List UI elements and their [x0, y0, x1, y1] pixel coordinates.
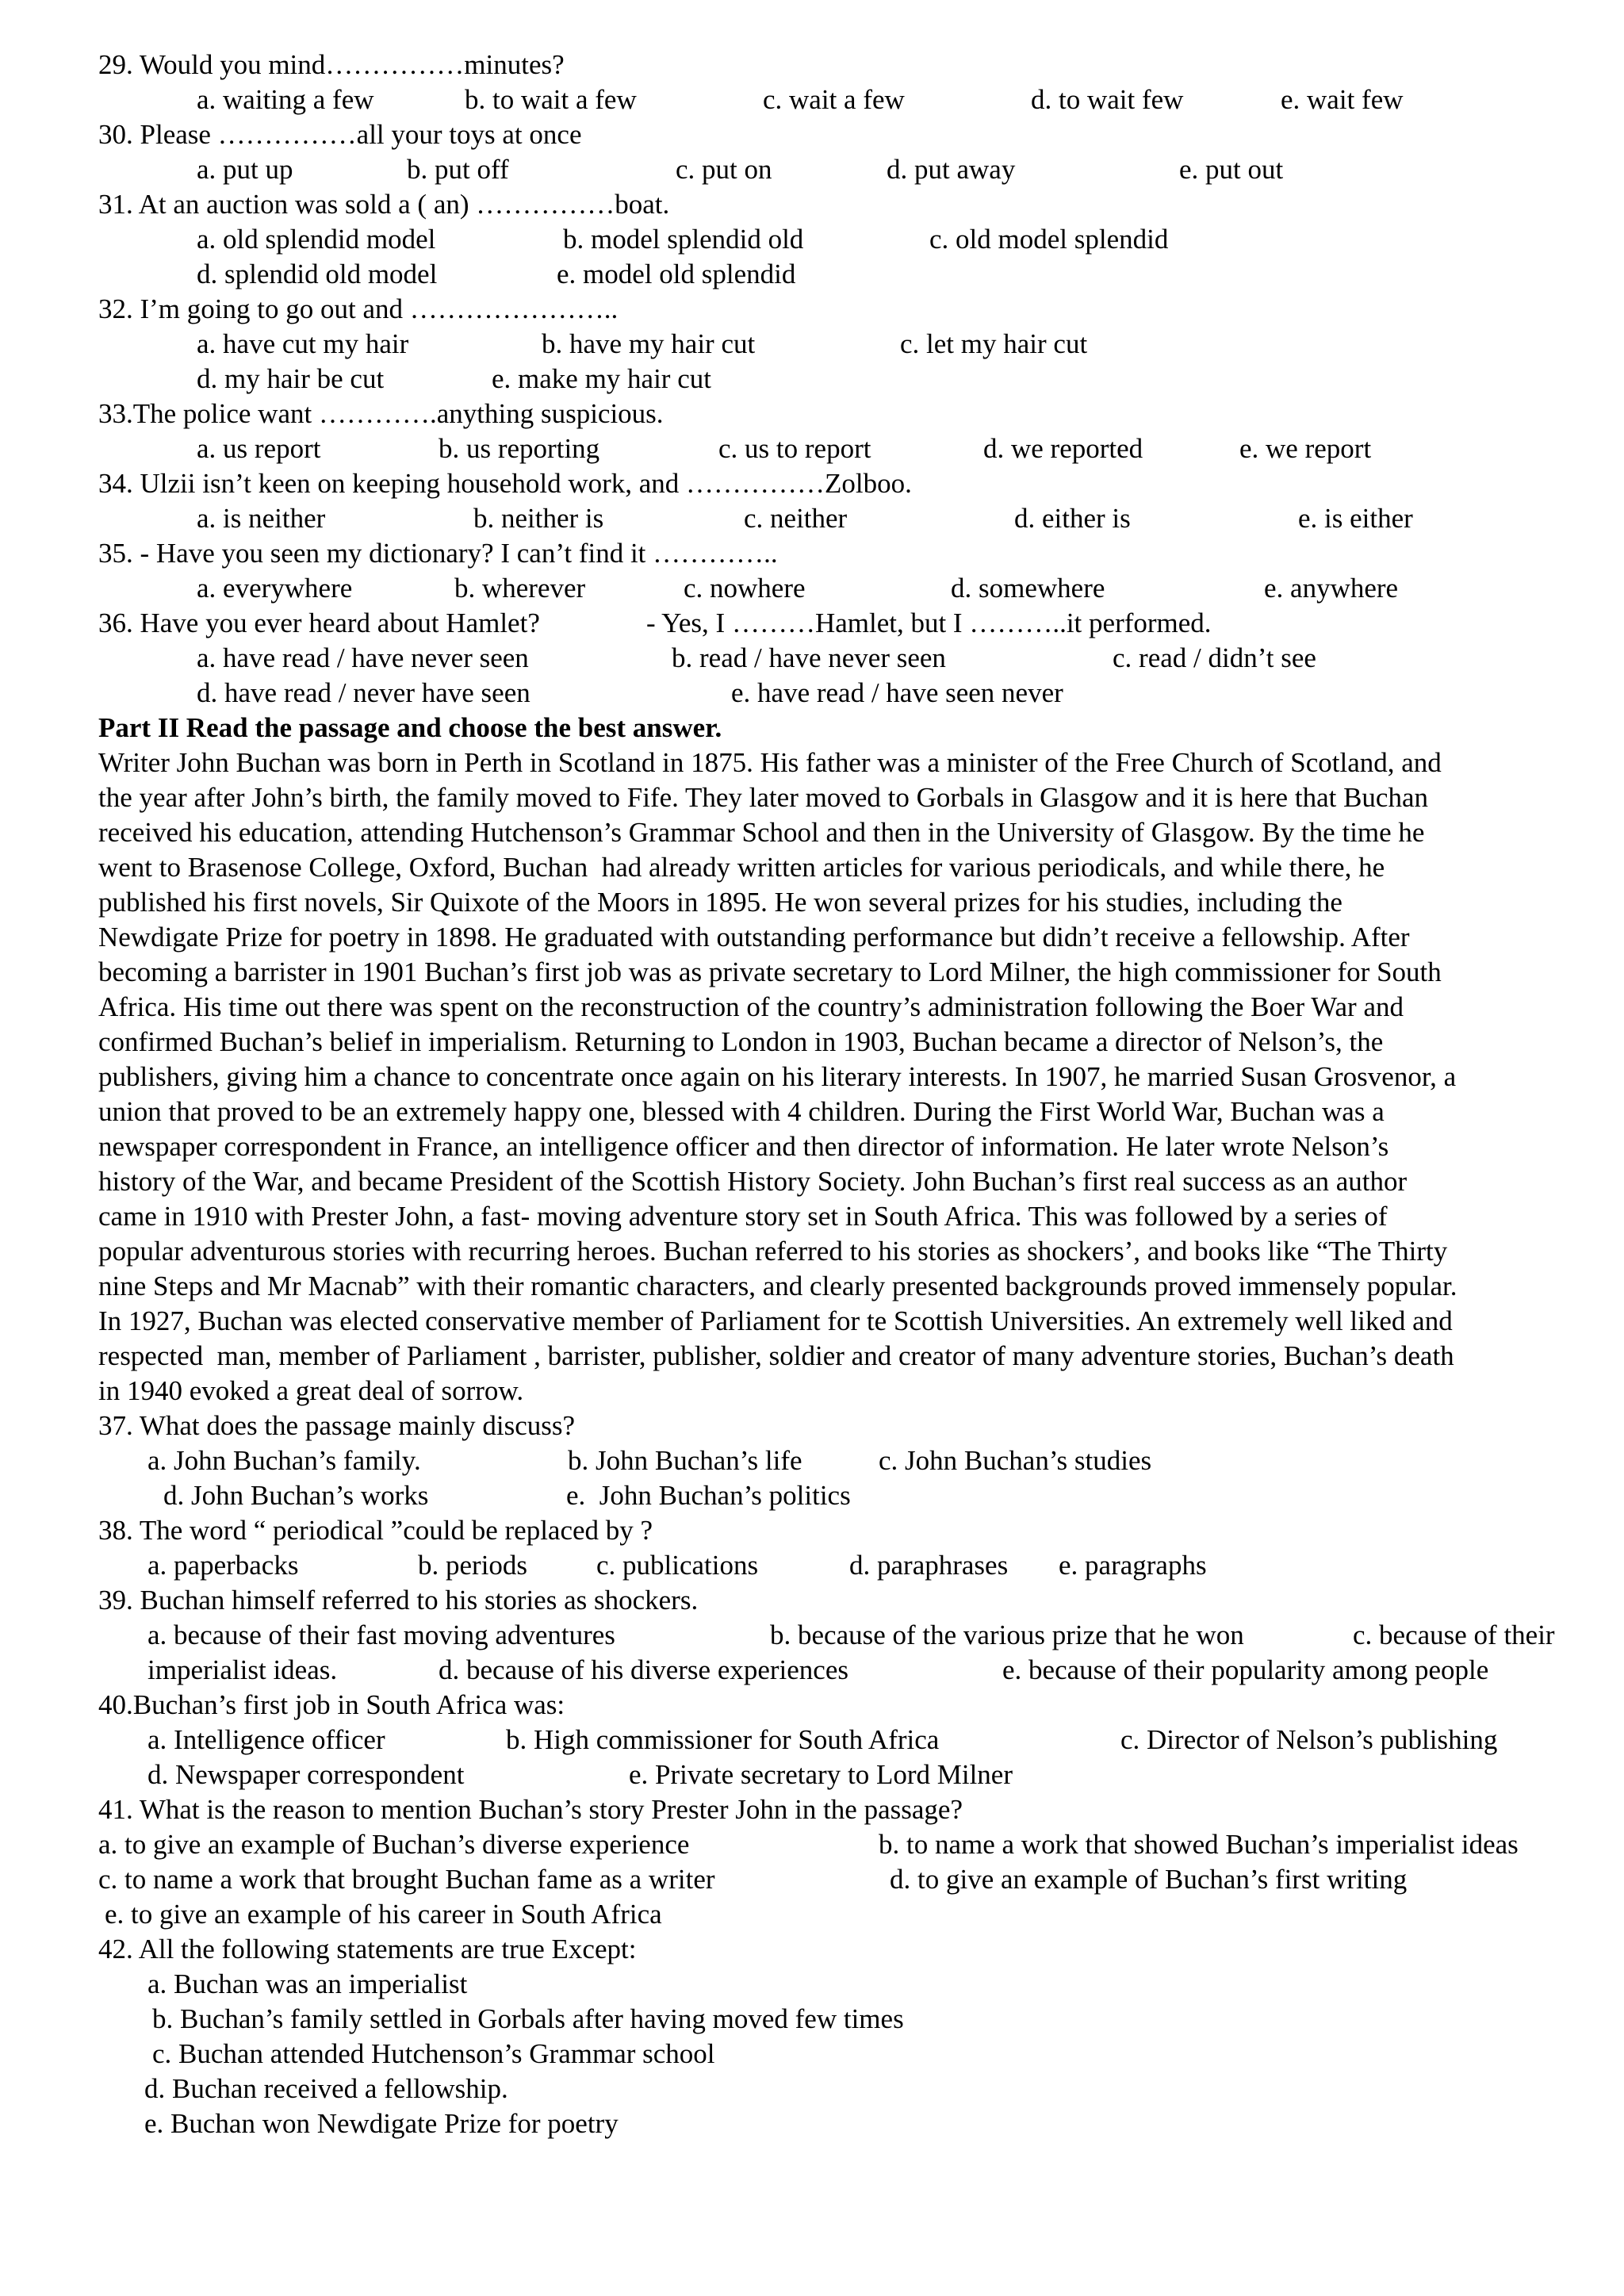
passage-line: the year after John’s birth, the family moved to Fife. They later moved to Gorbals in Glasgow and it is here that Buchan [98, 782, 1428, 813]
q32-option-c: c. let my hair cut [900, 328, 1088, 359]
q31-option-a: a. old splendid model [197, 224, 436, 255]
q36-option-b: b. read / have never seen [672, 642, 946, 673]
q29-option-c: c. wait a few [763, 84, 905, 115]
q35-option-e: e. anywhere [1264, 573, 1399, 604]
passage-line: union that proved to be an extremely happy one, blessed with 4 children. During the First World War, Buchan was a [98, 1096, 1385, 1127]
question-35: 35. - Have you seen my dictionary? I can’t find it ………….. [98, 538, 778, 569]
passage-line: went to Brasenose College, Oxford, Buchan had already written articles for various periodicals, and while there, he [98, 852, 1385, 883]
q30-option-d: d. put away [887, 154, 1016, 185]
q37-option-c: c. John Buchan’s studies [879, 1445, 1152, 1476]
passage-line: confirmed Buchan’s belief in imperialism. Returning to London in 1903, Buchan became a director of Nelson’s, the [98, 1026, 1384, 1057]
passage-line: Africa. His time out there was spent on the reconstruction of the country’s administration following the Boer War and [98, 991, 1404, 1022]
q38-option-c: c. publications [596, 1550, 759, 1581]
q34-option-e: e. is either [1298, 503, 1413, 534]
q41-option-e: e. to give an example of his career in South Africa [105, 1899, 662, 1930]
q29-option-d: d. to wait few [1031, 84, 1184, 115]
q31-options-row2 [0, 257, 796, 292]
q30-option-c: c. put on [676, 154, 772, 185]
q37-option-d: d. John Buchan’s works [163, 1480, 429, 1511]
q39-option-c-continued: imperialist ideas. [147, 1654, 338, 1685]
q34-option-b: b. neither is [473, 503, 604, 534]
q33-option-e: e. we report [1239, 433, 1372, 464]
q37-option-b: b. John Buchan’s life [568, 1445, 802, 1476]
q32-options-row1 [0, 327, 1088, 362]
q41-options-row1 [0, 1827, 1519, 1862]
passage-line: publishers, giving him a chance to concentrate once again on his literary interests. In 1907, he married Susan Grosvenor, a [98, 1061, 1457, 1092]
q40-option-b: b. High commissioner for South Africa [506, 1724, 940, 1755]
passage-line: newspaper correspondent in France, an intelligence officer and then director of information. He later wrote Nelson’s [98, 1131, 1389, 1162]
q32-option-a: a. have cut my hair [197, 328, 409, 359]
q36-reply: - Yes, I ………Hamlet, but I ………..it performed. [646, 608, 1212, 638]
q33-option-d: d. we reported [983, 433, 1143, 464]
q40-options-row2 [0, 1757, 1013, 1792]
passage-line: Writer John Buchan was born in Perth in Scotland in 1875. His father was a minister of the Free Church of Scotland, and [98, 747, 1442, 778]
q30-option-a: a. put up [197, 154, 293, 185]
q29-options [0, 82, 1404, 117]
q38-option-e: e. paragraphs [1059, 1550, 1207, 1581]
q29-option-e: e. wait few [1281, 84, 1404, 115]
q34-options [0, 501, 1413, 536]
q36-options-row1 [0, 641, 1316, 676]
q39-options-row2 [0, 1653, 1489, 1688]
q37-option-e: e. John Buchan’s politics [566, 1480, 851, 1511]
q33-option-c: c. us to report [718, 433, 871, 464]
passage-line: in 1940 evoked a great deal of sorrow. [98, 1375, 524, 1406]
question-39: 39. Buchan himself referred to his stories as shockers. [98, 1585, 699, 1616]
q41-option-d: d. to give an example of Buchan’s first writing [890, 1864, 1408, 1895]
q30-option-b: b. put off [407, 154, 509, 185]
passage-line: published his first novels, Sir Quixote of the Moors in 1895. He won several prizes for his studies, including the [98, 887, 1342, 918]
q36-option-d: d. have read / never have seen [197, 677, 530, 708]
q30-options [0, 152, 1284, 187]
q33-option-a: a. us report [197, 433, 321, 464]
question-30: 30. Please ……………all your toys at once [98, 119, 582, 150]
q39-option-d: d. because of his diverse experiences [439, 1654, 849, 1685]
passage-line: Newdigate Prize for poetry in 1898. He graduated with outstanding performance but didn’t receive a fellowship. After [98, 922, 1410, 953]
q35-option-b: b. wherever [454, 573, 586, 604]
q40-option-d: d. Newspaper correspondent [147, 1759, 465, 1790]
q33-options [0, 431, 1372, 466]
question-29: 29. Would you mind……………minutes? [98, 49, 565, 80]
q41-options-row2 [0, 1862, 1408, 1897]
q40-options-row1 [0, 1723, 1498, 1757]
q34-option-d: d. either is [1014, 503, 1131, 534]
q39-option-c: c. because of their [1353, 1619, 1555, 1650]
q41-option-c: c. to name a work that brought Buchan fame as a writer [98, 1864, 715, 1895]
question-42: 42. All the following statements are true Except: [98, 1934, 637, 1964]
q39-option-b: b. because of the various prize that he won [770, 1619, 1244, 1650]
passage-line: came in 1910 with Prester John, a fast- moving adventure story set in South Africa. This was followed by a series of [98, 1201, 1388, 1232]
q35-options [0, 571, 1399, 606]
q33-option-b: b. us reporting [439, 433, 600, 464]
q37-options-row2 [0, 1478, 851, 1513]
q31-option-d: d. splendid old model [197, 259, 438, 289]
q31-option-b: b. model splendid old [563, 224, 804, 255]
question-41: 41. What is the reason to mention Buchan’s story Prester John in the passage? [98, 1794, 963, 1825]
q42-option-d: d. Buchan received a fellowship. [144, 2073, 508, 2104]
q36-option-c: c. read / didn’t see [1113, 642, 1316, 673]
q41-option-b: b. to name a work that showed Buchan’s imperialist ideas [879, 1829, 1519, 1860]
q38-option-d: d. paraphrases [849, 1550, 1009, 1581]
q38-option-a: a. paperbacks [147, 1550, 299, 1581]
q40-option-a: a. Intelligence officer [147, 1724, 385, 1755]
question-38: 38. The word “ periodical ”could be replaced by ? [98, 1515, 653, 1546]
q35-option-c: c. nowhere [684, 573, 806, 604]
question-33: 33.The police want ………….anything suspicious. [98, 398, 664, 429]
q36-stem: 36. Have you ever heard about Hamlet? [98, 608, 540, 638]
q42-option-a: a. Buchan was an imperialist [147, 1968, 468, 1999]
passage-line: nine Steps and Mr Macnab” with their romantic characters, and clearly presented backgrounds proved immensely popular. [98, 1271, 1457, 1301]
question-40: 40.Buchan’s first job in South Africa was: [98, 1689, 565, 1720]
q36-option-e: e. have read / have seen never [731, 677, 1063, 708]
q37-option-a: a. John Buchan’s family. [147, 1445, 421, 1476]
q30-option-e: e. put out [1179, 154, 1284, 185]
question-32: 32. I’m going to go out and ………………….. [98, 293, 619, 324]
passage-line: respected man, member of Parliament , barrister, publisher, soldier and creator of many adventure stories, Buchan’s death [98, 1340, 1454, 1371]
q39-option-a: a. because of their fast moving adventures [147, 1619, 615, 1650]
q41-option-a: a. to give an example of Buchan’s diverse experience [98, 1829, 690, 1860]
q31-option-e: e. model old splendid [557, 259, 796, 289]
q37-options-row1 [0, 1443, 1152, 1478]
q31-option-c: c. old model splendid [929, 224, 1169, 255]
q34-option-c: c. neither [744, 503, 848, 534]
q35-option-d: d. somewhere [951, 573, 1105, 604]
passage-line: received his education, attending Hutchenson’s Grammar School and then in the University of Glasgow. By the time he [98, 817, 1425, 848]
q42-option-c: c. Buchan attended Hutchenson’s Grammar school [152, 2038, 715, 2069]
q32-options-row2 [0, 362, 711, 397]
q36-options-row2 [0, 676, 1063, 711]
q32-option-e: e. make my hair cut [492, 363, 711, 394]
question-34: 34. Ulzii isn’t keen on keeping household work, and ……………Zolboo. [98, 468, 912, 499]
q40-option-c: c. Director of Nelson’s publishing [1120, 1724, 1498, 1755]
q35-option-a: a. everywhere [197, 573, 353, 604]
part-2-heading: Part II Read the passage and choose the best answer. [98, 712, 722, 743]
q39-option-e: e. because of their popularity among people [1002, 1654, 1489, 1685]
question-37: 37. What does the passage mainly discuss? [98, 1410, 576, 1441]
q34-option-a: a. is neither [197, 503, 326, 534]
q29-option-b: b. to wait a few [465, 84, 637, 115]
q42-option-e: e. Buchan won Newdigate Prize for poetry [144, 2108, 619, 2139]
question-31: 31. At an auction was sold a ( an) ……………boat. [98, 189, 670, 220]
q42-option-b: b. Buchan’s family settled in Gorbals after having moved few times [152, 2003, 904, 2034]
q32-option-b: b. have my hair cut [542, 328, 756, 359]
q32-option-d: d. my hair be cut [197, 363, 385, 394]
q38-options [0, 1548, 1207, 1583]
q39-options-row1 [0, 1618, 1555, 1653]
q40-option-e: e. Private secretary to Lord Milner [629, 1759, 1013, 1790]
question-36 [0, 606, 1212, 641]
passage-line: popular adventurous stories with recurring heroes. Buchan referred to his stories as shockers’, and books like “The Thirty [98, 1236, 1448, 1267]
q36-option-a: a. have read / have never seen [197, 642, 529, 673]
passage-line: becoming a barrister in 1901 Buchan’s first job was as private secretary to Lord Milner, the high commissioner for South [98, 956, 1442, 987]
passage-line: In 1927, Buchan was elected conservative member of Parliament for te Scottish Universities. An extremely well liked and [98, 1305, 1453, 1336]
q31-options-row1 [0, 222, 1169, 257]
q29-option-a: a. waiting a few [197, 84, 374, 115]
passage-line: history of the War, and became President of the Scottish History Society. John Buchan’s first real success as an author [98, 1166, 1408, 1197]
q38-option-b: b. periods [418, 1550, 528, 1581]
